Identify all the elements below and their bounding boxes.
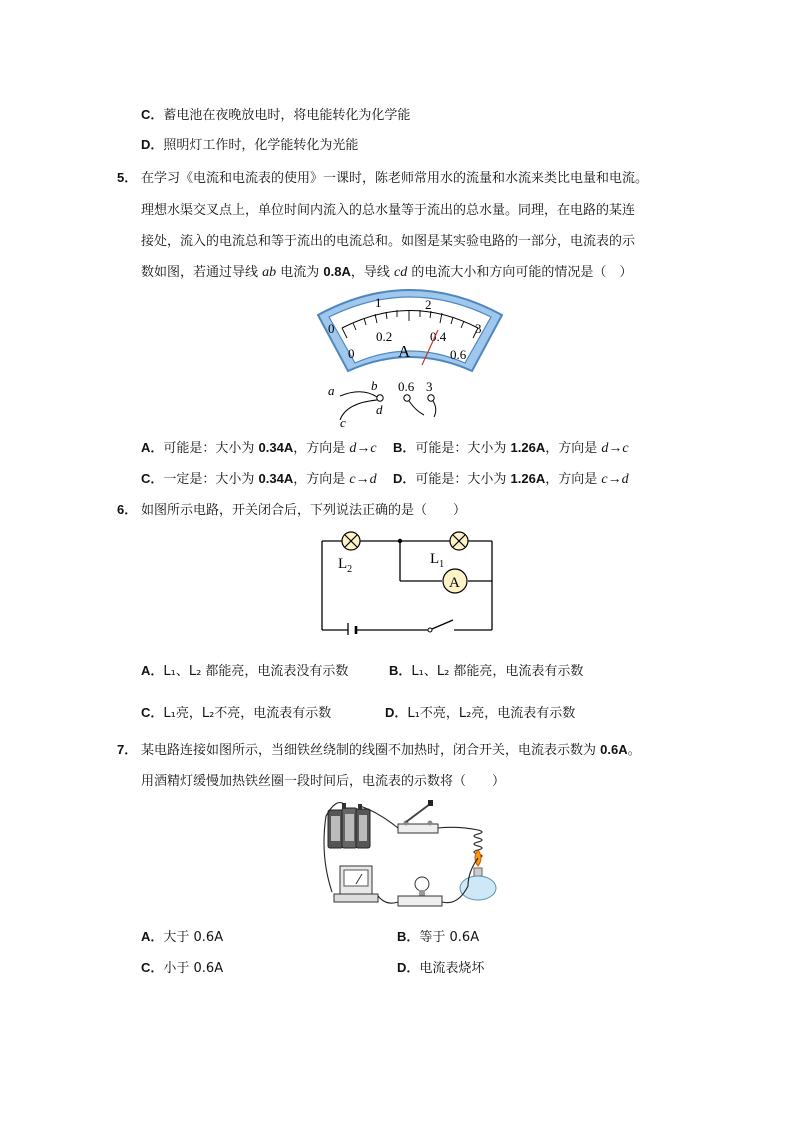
switch-pivot: [428, 628, 432, 632]
terminal-0.6: [404, 395, 410, 401]
ammeter-unit: A: [398, 342, 411, 361]
terminal-label-0.6: 0.6: [398, 379, 415, 394]
lamp-l1-icon: [450, 532, 468, 550]
wire-label-c: c: [340, 415, 346, 430]
terminal-label-3: 3: [426, 379, 433, 394]
q7-line-1: 某电路连接如图所示，当细铁丝绕制的线圈不加热时，闭合开关，电流表示数为 0.6A。: [141, 742, 641, 758]
q5-option-a: A．可能是：大小为 0.34A，方向是 d→c: [141, 440, 377, 456]
option-text: 蓄电池在夜晚放电时，将电能转化为化学能: [163, 108, 411, 123]
wire-label-b: b: [371, 378, 378, 393]
bulb-icon: [398, 877, 442, 906]
q5-line-3: 接处，流入的电流总和等于流出的电流总和。如图是某实验电路的一部分，电流表的示: [141, 234, 636, 249]
q6-circuit-diagram: [316, 527, 498, 635]
bottom-scale-0.6: 0.6: [450, 347, 467, 362]
wire-to-0.6: [409, 401, 424, 415]
terminal-3: [428, 395, 434, 401]
top-scale-0: 0: [328, 321, 335, 336]
knife-switch-icon: [398, 800, 438, 833]
q6-option-a: A．L₁、L₂ 都能亮，电流表没有示数: [141, 663, 349, 679]
q5-number: 5．: [117, 170, 138, 185]
q7-line-2: 用酒精灯缓慢加热铁丝圈一段时间后，电流表的示数将（ ）: [141, 774, 506, 789]
q7-option-d: D．电流表烧坏: [397, 960, 485, 976]
q7-apparatus-figure: [318, 796, 506, 914]
q4-option-c: [141, 104, 410, 123]
bottom-scale-0: 0: [348, 346, 355, 361]
q6-option-b: B．L₁、L₂ 都能亮，电流表有示数: [389, 663, 584, 679]
q5-option-d: D．可能是：大小为 1.26A，方向是 c→d: [393, 471, 629, 487]
option-text: 照明灯工作时，化学能转化为光能: [163, 138, 359, 153]
option-letter: C．: [141, 107, 164, 122]
q5-option-b: B．可能是：大小为 1.26A，方向是 d→c: [393, 440, 629, 456]
option-letter: D．: [141, 137, 164, 152]
lamp-l2-icon: [342, 532, 360, 550]
wire-label-d: d: [376, 402, 383, 417]
q7-option-c: C．小于 0.6A: [141, 960, 224, 976]
q7-number: 7．: [117, 742, 138, 757]
q5-line-1: 在学习《电流和电流表的使用》一课时，陈老师常用水的流量和水流来类比电量和电流。: [141, 171, 649, 186]
q6-number: 6．: [117, 502, 138, 517]
battery-pack-icon: [328, 803, 370, 848]
q5-option-c: C．一定是：大小为 0.34A，方向是 c→d: [141, 471, 377, 487]
bottom-scale-0.2: 0.2: [376, 329, 393, 344]
q4-option-d: [141, 134, 358, 153]
lamp-l1-label: $L_1$: [430, 551, 445, 570]
alcohol-lamp-icon: [460, 868, 496, 900]
q6-option-d: D．L₁不亮，L₂亮，电流表有示数: [385, 705, 576, 721]
top-scale-1: 1: [375, 295, 382, 310]
wire-ab-label: ab: [262, 265, 277, 280]
wire-label-a: a: [328, 383, 335, 398]
q5-line-4: 数如图，若通过导线 ab 电流为 0.8A，导线 cd 的电流大小和方向可能的情况是（ ）: [141, 264, 633, 280]
top-scale-2: 2: [425, 297, 432, 312]
ammeter-device-icon: [334, 866, 378, 902]
q7-option-a: A．大于 0.6A: [141, 929, 224, 945]
bottom-scale-0.4: 0.4: [430, 329, 447, 344]
terminal-neg: [377, 395, 383, 401]
lamp-l2-label: $L_2$: [338, 556, 353, 575]
ammeter-figure: [312, 283, 508, 430]
wire-to-3: [433, 401, 436, 417]
junction-dot: [398, 539, 402, 543]
q5-line-2: 理想水渠交叉点上，单位时间内流入的总水量等于流出的总水量。同理，在电路的某连: [141, 203, 636, 218]
wire-cd-label: cd: [394, 265, 408, 280]
q6-option-c: C．L₁亮，L₂不亮，电流表有示数: [141, 705, 332, 721]
q7-option-b: B．等于 0.6A: [397, 929, 480, 945]
top-scale-3: 3: [475, 321, 482, 336]
current-value: 0.8A: [323, 264, 351, 279]
ammeter-label: A: [449, 575, 460, 591]
q6-stem: 如图所示电路，开关闭合后，下列说法正确的是（ ）: [141, 503, 467, 518]
switch-blade: [432, 620, 453, 629]
